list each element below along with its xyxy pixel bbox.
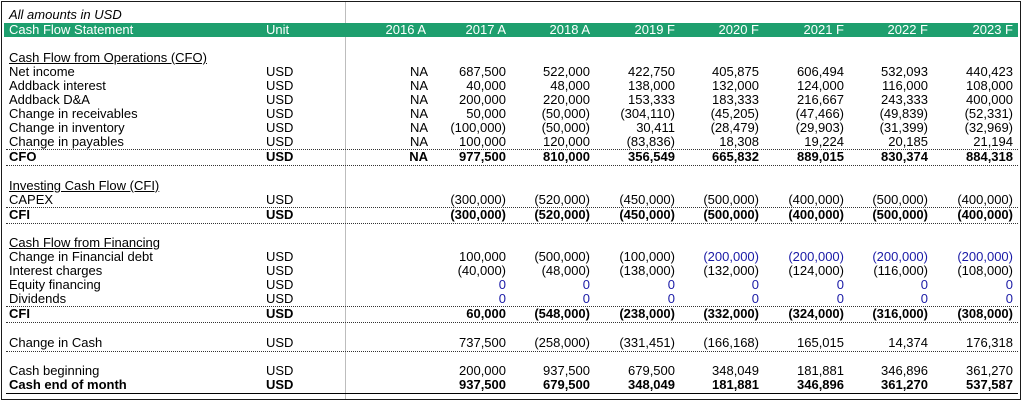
row-label: CFI: [9, 207, 30, 222]
amounts-note: All amounts in USD: [9, 7, 122, 22]
cell: (200,000): [957, 249, 1013, 264]
cell: 346,896: [797, 377, 844, 392]
cell: 665,832: [712, 149, 759, 164]
cell: (47,466): [795, 106, 844, 121]
cell: 0: [836, 277, 844, 292]
cell: 19,224: [804, 134, 844, 149]
cell: 50,000: [466, 106, 506, 121]
cell: 0: [667, 291, 675, 306]
row-unit: USD: [266, 134, 294, 149]
year-2021: 2021 F: [803, 22, 844, 37]
cell: NA: [409, 134, 428, 149]
cell: 0: [751, 277, 759, 292]
cell: 40,000: [466, 78, 506, 93]
cell: 138,000: [628, 78, 675, 93]
cell: (132,000): [703, 263, 759, 278]
cell: 346,896: [881, 363, 928, 378]
cell: (31,399): [879, 120, 928, 135]
cell: (48,000): [541, 263, 590, 278]
cell: (332,000): [703, 306, 759, 321]
cell: (32,969): [964, 120, 1013, 135]
cff-total-row: [2, 307, 1020, 321]
cell: 200,000: [459, 363, 506, 378]
cell: 405,875: [712, 64, 759, 79]
row-unit: USD: [266, 249, 294, 264]
cell: 884,318: [966, 149, 1013, 164]
row-unit: USD: [266, 207, 294, 222]
row-label: Cash end of month: [9, 377, 127, 392]
header-label: Cash Flow Statement: [9, 22, 134, 37]
table-row: [2, 65, 1020, 79]
cell: (40,000): [457, 263, 506, 278]
row-unit: USD: [266, 120, 294, 135]
cell: 679,500: [628, 363, 675, 378]
cell: 532,093: [881, 64, 928, 79]
cash-beginning-row: [2, 364, 1020, 378]
cell: 889,015: [797, 149, 844, 164]
cell: 977,500: [459, 149, 506, 164]
cell: (50,000): [541, 120, 590, 135]
cell: (316,000): [872, 306, 928, 321]
cell: 0: [920, 277, 928, 292]
cell: 20,185: [888, 134, 928, 149]
row-label: Change in Cash: [9, 335, 103, 350]
cell: 537,587: [966, 377, 1013, 392]
cell: 220,000: [543, 92, 590, 107]
cell: 30,411: [636, 120, 675, 135]
row-unit: USD: [266, 363, 294, 378]
cell: (138,000): [619, 263, 675, 278]
cell: 422,750: [628, 64, 675, 79]
cell: (500,000): [872, 207, 928, 222]
row-label: Change in inventory: [9, 120, 125, 135]
row-label: Equity financing: [9, 277, 101, 292]
cell: (52,331): [964, 106, 1013, 121]
row-unit: USD: [266, 306, 294, 321]
cash-end-row: [2, 378, 1020, 392]
cell: 937,500: [543, 363, 590, 378]
row-unit: USD: [266, 263, 294, 278]
cell: (50,000): [541, 106, 590, 121]
cell: 108,000: [966, 78, 1013, 93]
cell: 153,333: [628, 92, 675, 107]
cell: (124,000): [788, 263, 844, 278]
year-2018: 2018 A: [549, 22, 590, 37]
row-label: CFO: [9, 149, 37, 164]
cell: (500,000): [872, 192, 928, 207]
cell: NA: [409, 106, 428, 121]
cash-flow-sheet: [1, 1, 1021, 400]
cell: (548,000): [534, 306, 590, 321]
cell: (258,000): [534, 335, 590, 350]
cell: (450,000): [619, 192, 675, 207]
cell: (83,836): [626, 134, 675, 149]
cell: (100,000): [450, 120, 506, 135]
cfi-section-title: Investing Cash Flow (CFI): [9, 178, 160, 193]
table-row: [2, 79, 1020, 93]
cell: (300,000): [450, 207, 506, 222]
cell: 356,549: [628, 149, 675, 164]
cell: 522,000: [543, 64, 590, 79]
year-2019: 2019 F: [634, 22, 675, 37]
table-row: [2, 250, 1020, 264]
cell: 348,049: [628, 377, 675, 392]
cell: 687,500: [459, 64, 506, 79]
row-unit: USD: [266, 78, 294, 93]
row-label: Interest charges: [9, 263, 103, 278]
table-row: [2, 135, 1020, 149]
cell: NA: [409, 92, 428, 107]
cell: 116,000: [881, 78, 928, 93]
row-label: CAPEX: [9, 192, 54, 207]
cell: (500,000): [534, 249, 590, 264]
cell: (100,000): [619, 249, 675, 264]
cell: 0: [582, 277, 590, 292]
row-unit: USD: [266, 149, 294, 164]
cell: (29,903): [795, 120, 844, 135]
row-label: Change in payables: [9, 134, 124, 149]
row-unit: USD: [266, 335, 294, 350]
cell: 48,000: [550, 78, 590, 93]
change-in-cash-row: [2, 336, 1020, 350]
subtotal-dotted-line: [6, 322, 1018, 323]
cfo-section-title-row: [2, 51, 1020, 65]
table-row: [2, 107, 1020, 121]
cell: (28,479): [710, 120, 759, 135]
cell: NA: [409, 149, 428, 164]
bottom-rule: [6, 393, 1018, 394]
cell: 183,333: [712, 92, 759, 107]
cell: 165,015: [797, 335, 844, 350]
cfo-total-row: [2, 150, 1020, 164]
year-2016: 2016 A: [385, 22, 426, 37]
row-label: Dividends: [9, 291, 67, 306]
cell: 18,308: [719, 134, 759, 149]
cell: 0: [1005, 291, 1013, 306]
cell: 361,270: [881, 377, 928, 392]
cell: (300,000): [450, 192, 506, 207]
cell: (200,000): [872, 249, 928, 264]
cell: NA: [409, 120, 428, 135]
cell: 100,000: [459, 249, 506, 264]
row-unit: USD: [266, 192, 294, 207]
cell: (324,000): [788, 306, 844, 321]
cell: 0: [751, 291, 759, 306]
row-unit: USD: [266, 377, 294, 392]
header-unit: Unit: [266, 22, 290, 37]
cff-section-title: Cash Flow from Financing: [9, 235, 160, 250]
table-row: [2, 292, 1020, 306]
cell: (116,000): [873, 263, 928, 278]
cell: (45,205): [710, 106, 759, 121]
cell: NA: [409, 78, 428, 93]
cell: 176,318: [966, 335, 1013, 350]
row-label: Change in receivables: [9, 106, 138, 121]
cell: 181,881: [712, 377, 759, 392]
cell: 679,500: [543, 377, 590, 392]
year-2022: 2022 F: [887, 22, 928, 37]
cff-section-title-row: [2, 236, 1020, 250]
cell: (400,000): [788, 192, 844, 207]
cell: 810,000: [543, 149, 590, 164]
row-unit: USD: [266, 92, 294, 107]
row-label: Cash beginning: [9, 363, 100, 378]
year-2020: 2020 F: [718, 22, 759, 37]
cell: (166,168): [703, 335, 759, 350]
cell: 737,500: [459, 335, 506, 350]
cell: 361,270: [966, 363, 1013, 378]
cell: NA: [409, 64, 428, 79]
cell: 440,423: [966, 64, 1013, 79]
row-unit: USD: [266, 277, 294, 292]
cell: 132,000: [712, 78, 759, 93]
cell: 14,374: [888, 335, 928, 350]
cell: 243,333: [881, 92, 928, 107]
subtotal-dotted-line: [6, 351, 1018, 352]
cell: 0: [498, 291, 506, 306]
table-row: [2, 121, 1020, 135]
row-unit: USD: [266, 291, 294, 306]
cfo-section-title: Cash Flow from Operations (CFO): [9, 50, 207, 65]
cell: 0: [836, 291, 844, 306]
cell: 0: [667, 277, 675, 292]
cell: 216,667: [797, 92, 844, 107]
cell: 0: [498, 277, 506, 292]
row-unit: USD: [266, 106, 294, 121]
cell: (200,000): [703, 249, 759, 264]
cell: 348,049: [712, 363, 759, 378]
subtotal-dotted-line: [6, 223, 1018, 224]
cell: (108,000): [957, 263, 1013, 278]
year-2023: 2023 F: [972, 22, 1013, 37]
cell: 830,374: [881, 149, 928, 164]
cfi-total-row: [2, 208, 1020, 222]
cell: (520,000): [534, 207, 590, 222]
table-row: [2, 93, 1020, 107]
cell: (400,000): [788, 207, 844, 222]
subtotal-dotted-line: [6, 165, 1018, 166]
row-unit: USD: [266, 64, 294, 79]
row-label: CFI: [9, 306, 30, 321]
cell: 124,000: [797, 78, 844, 93]
table-row: [2, 193, 1020, 207]
cell: (49,839): [879, 106, 928, 121]
cell: 0: [920, 291, 928, 306]
cell: (308,000): [957, 306, 1013, 321]
cell: (400,000): [957, 207, 1013, 222]
cell: 400,000: [966, 92, 1013, 107]
cell: (520,000): [534, 192, 590, 207]
cell: (500,000): [703, 207, 759, 222]
cell: 181,881: [797, 363, 844, 378]
year-2017: 2017 A: [465, 22, 506, 37]
header-row: [4, 23, 1018, 37]
cell: 100,000: [459, 134, 506, 149]
cell: (400,000): [957, 192, 1013, 207]
cell: 0: [582, 291, 590, 306]
cell: 937,500: [459, 377, 506, 392]
cell: (450,000): [619, 207, 675, 222]
cell: (331,451): [619, 335, 675, 350]
cell: 0: [1005, 277, 1013, 292]
table-row: [2, 264, 1020, 278]
cell: (304,110): [620, 106, 675, 121]
cell: 60,000: [466, 306, 506, 321]
cell: 120,000: [543, 134, 590, 149]
cell: 21,194: [973, 134, 1013, 149]
table-row: [2, 278, 1020, 292]
cell: (200,000): [788, 249, 844, 264]
cell: (500,000): [703, 192, 759, 207]
row-label: Net income: [9, 64, 75, 79]
row-label: Change in Financial debt: [9, 249, 153, 264]
row-label: Addback D&A: [9, 92, 90, 107]
cell: 606,494: [797, 64, 844, 79]
cell: (238,000): [619, 306, 675, 321]
row-label: Addback interest: [9, 78, 106, 93]
cell: 200,000: [459, 92, 506, 107]
cfi-section-title-row: [2, 179, 1020, 193]
